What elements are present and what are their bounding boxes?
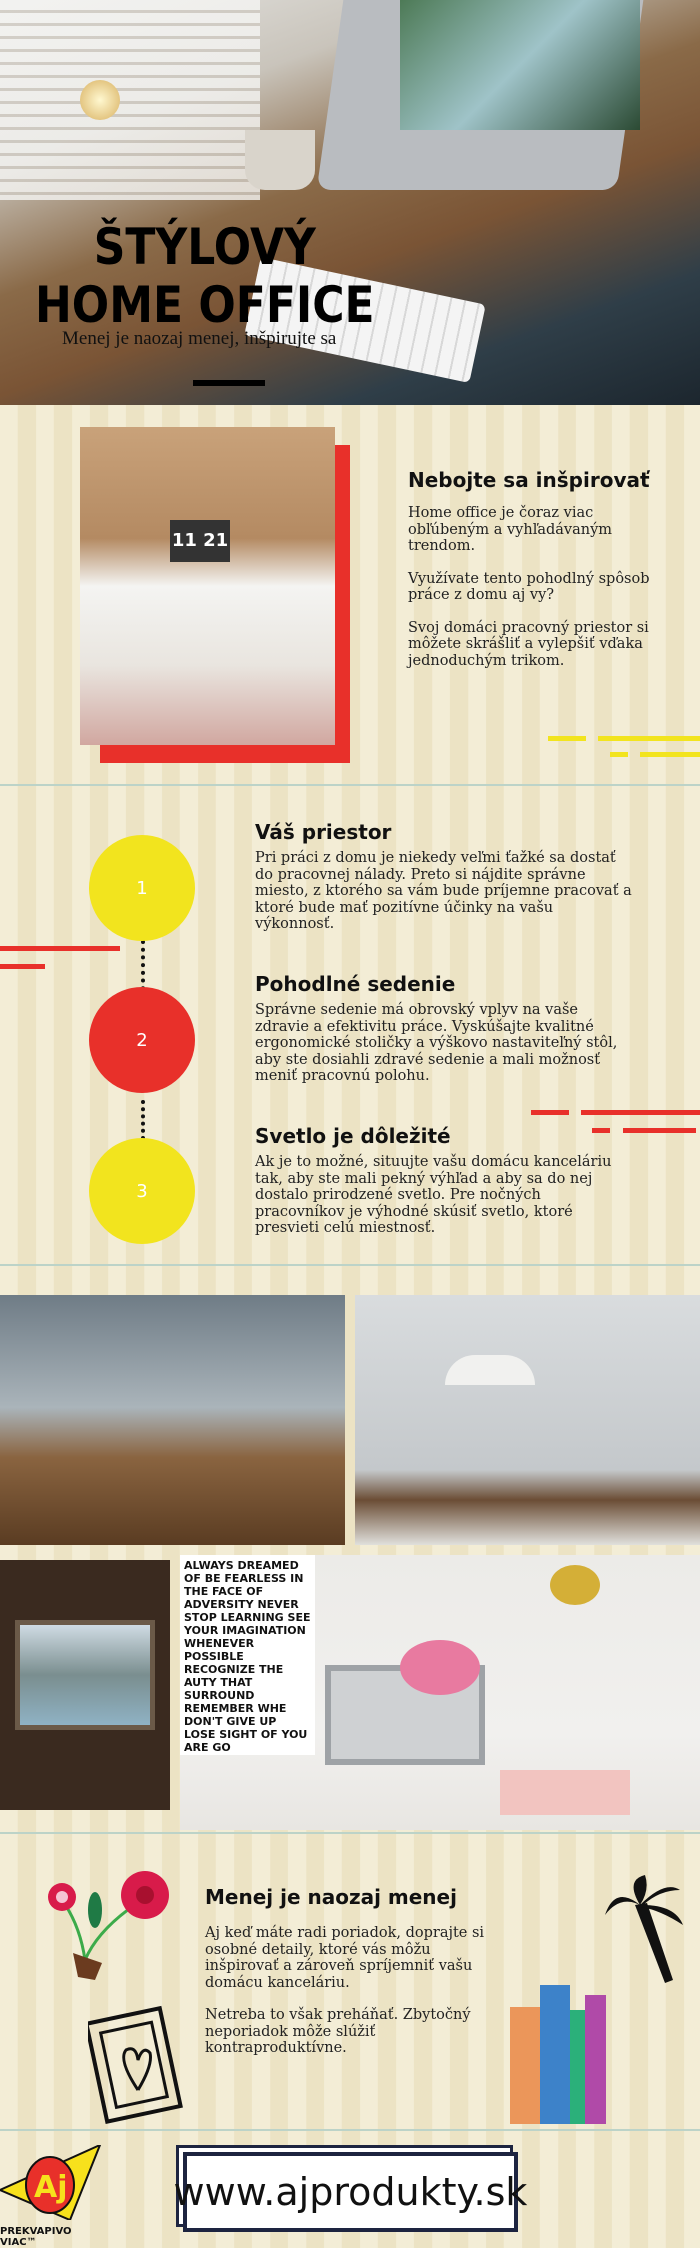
intro-paragraph: Svoj domáci pracovný priestor si môžete skrášliť a vylepšiť vďaka jednoduchým trikom. [408,619,649,669]
window-view-photo [0,1560,170,1810]
page-subtitle: Menej je naozaj menej, inšpirujte sa [62,328,337,349]
decor-dash [610,752,628,757]
window-blinds [0,0,260,200]
window-view [15,1620,155,1730]
decor-dash [0,946,120,951]
decor-dash [581,1110,700,1115]
palm-tree-icon [605,1875,685,1985]
book-orange [510,2007,540,2124]
step-circle-3: 3 [89,1138,195,1244]
step-circle-1: 1 [89,835,195,941]
book-blue [540,1985,570,2124]
intro-text [408,505,668,685]
aj-logo[interactable] [0,2145,110,2248]
step-3 [255,1124,635,1237]
decor-dash [0,964,45,969]
aj-logo-mark [0,2145,105,2220]
gold-lamp-image [550,1565,600,1605]
office-desk-photo [0,1295,345,1545]
less-heading: Menej je naozaj menej [205,1885,457,1909]
logo-tagline: PREKVAPIVO VIAC™ [0,2226,72,2248]
book-purple [585,1995,606,2124]
page-title: ŠTÝLOVÝ HOME OFFICE [34,218,375,334]
plant-pot [245,130,315,190]
website-link[interactable]: www.ajprodukty.sk [183,2152,518,2232]
svg-text:Aj: Aj [34,2170,68,2205]
flowers-image [400,1640,480,1695]
intro-heading: Nebojte sa inšpirovať [408,468,650,492]
decor-dash [531,1110,569,1115]
section-divider [0,1832,700,1834]
dotted-connector [141,1100,145,1140]
step-heading: Váš priestor [255,820,392,844]
clock-display: 11 21 [170,520,230,562]
decor-dash [640,752,700,757]
section-divider [0,1264,700,1266]
step-heading: Svetlo je dôležité [255,1124,451,1148]
laptop-screen-image [400,0,640,130]
motivational-poster: ALWAYS DREAMED OF BE FEARLESS IN THE FACE OF ADVERSITY NEVER STOP LEARNING SEE YOUR IMAGINATION WHENEVER POSSIBLE RECOGNIZE THE AUTY THAT SURROUND REMEMBER WHE DON'T GIVE UP LOSE SIGHT OF YOU ARE GO [180,1555,315,1755]
less-paragraph: Aj keď máte radi poriadok, doprajte si osobné detaily, ktoré vás môžu inšpirovať a zároveň spríjemniť vašu domácu kanceláriu. [205,1925,485,1991]
hero-banner [0,0,700,405]
book-green [570,2010,585,2124]
step-text: Správne sedenie má obrovský vplyv na vaše zdravie a efektivitu práce. Vyskúšajte kvalitné ergonomické stoličky a výškovo nastaviteľný stôl, aby ste dosiahli zdravé sedenie a mali možnosť meniť pracovnú polohu. [255,1002,618,1084]
step-heading: Pohodlné sedenie [255,972,456,996]
pendant-lamp-photo [355,1295,700,1545]
intro-paragraph: Home office je čoraz viac obľúbeným a vyhľadávaným trendom. [408,505,613,554]
title-underline [193,380,265,386]
step-circle-2: 2 [89,987,195,1093]
less-text [205,1925,495,2073]
step-2 [255,972,635,1085]
desk-photo [80,427,335,745]
flower-pot-icon [40,1865,180,1980]
decor-dash [548,736,586,741]
workspace-photo [180,1555,700,1830]
lamp-bulb [80,80,120,120]
lamp-shade [445,1355,535,1385]
step-1 [255,820,635,933]
less-paragraph: Netreba to však preháňať. Zbytočný neporiadok môže slúžiť kontraproduktívne. [205,2007,471,2056]
decor-dash [598,736,700,741]
step-text: Pri práci z domu je niekedy veľmi ťažké sa dostať do pracovnej nálady. Preto si nájdite správne miesto, z ktorého sa vám bude príjemne pracovať a ktoré bude mať pozitívne účinky na vašu výkonnosť. [255,850,632,932]
heart-frame-icon [88,2005,188,2125]
step-text: Ak je to možné, situujte vašu domácu kanceláriu tak, aby ste mali pekný výhľad a aby sa do nej dostalo prirodzené svetlo. Pre nočných pracovníkov je výhodné skúsiť svetlo, ktoré presvieti celú miestnosť. [255,1154,612,1236]
section-divider [0,2129,700,2131]
notebook-image [500,1770,630,1815]
section-divider [0,784,700,786]
intro-paragraph: Využívate tento pohodlný spôsob práce z domu aj vy? [408,570,650,603]
